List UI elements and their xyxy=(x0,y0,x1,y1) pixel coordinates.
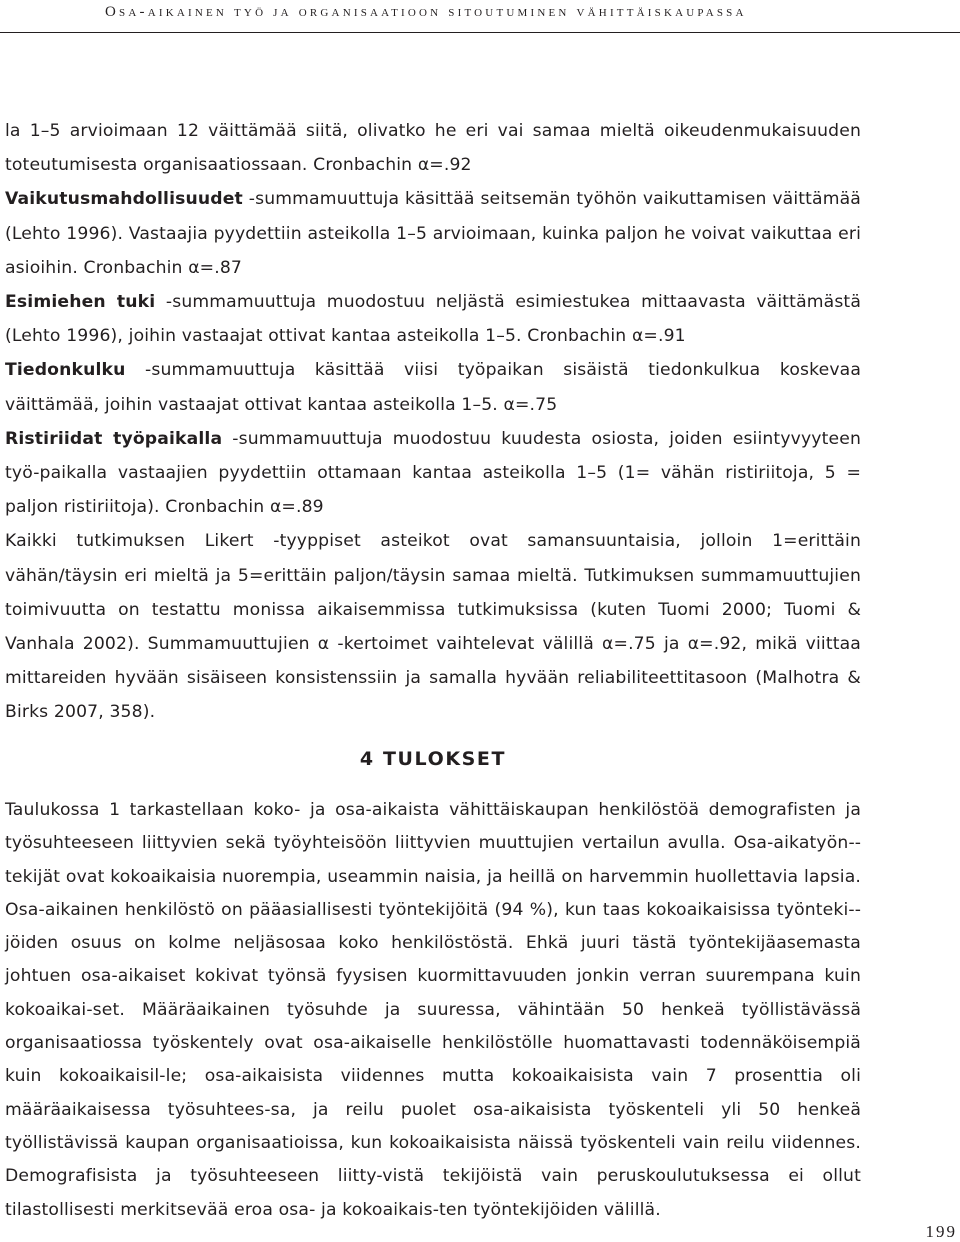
paragraph-text: -summamuuttuja muodostuu kuudesta osiosta, joiden esiintyvyyteen työ-paikalla vastaajien pyydettiin ottamaan kantaa asteikolla 1–5 (1= vähän ristiriitoja, 5 = paljon ristiriitoja). Cronbachin α=.89 xyxy=(5,428,861,518)
paragraph-conflicts xyxy=(5,422,861,525)
paragraph-fairness xyxy=(5,114,861,182)
results-paragraph: Taulukossa 1 tarkastellaan koko- ja osa-aikaista vähittäiskaupan henkilöstöä demografisten ja työsuhteeseen liittyvien sekä työyhteisöön liittyvien muuttujien vertailun avulla. Osa-aikatyön-tekijät ovat kokoaikaisia nuorempia, useammin naisia, ja heillä on harvemmin huollettavia lapsia. Osa-aikainen henkilöstö on pääasiallisesti työntekijöitä (94 %), kun taas kokoaikaisissa työnteki-jöiden osuus on kolme neljäsosaa koko henkilöstöstä. Ehkä juuri tästä työntekijäasemasta johtuen osa-aikaiset kokivat työnsä fyysisen kuormittavuuden jonkin verran suurempana kuin kokoaikai-set. Määräaikainen työsuhde ja suuressa, vähintään 50 henkeä työllistävässä organisaatiossa työskentely ovat osa-aikaiselle henkilöstölle huomattavasti todennäköisempiä kuin kokoaikaisil-le; osa-aikaisista viidennes mutta kokoaikaisista vain 7 prosenttia oli määräaikaisessa työsuhtees-sa, ja reilu puolet osa-aikaisista työskenteli yli 50 henkeä työllistävissä kaupan organisaatioissa, kun kokoaikaisista näissä työskenteli vain reilu viidennes. Demografisista ja työsuhteeseen liitty-vistä tekijöistä vain peruskoulutuksessa ei ollut tilastollisesti merkitsevää eroa osa- ja kokoaikais-ten työntekijöiden välillä. xyxy=(5,800,861,1220)
paragraph-influence xyxy=(5,182,861,285)
section-heading: 4 TULOKSET xyxy=(359,748,507,770)
header-divider xyxy=(0,32,960,33)
paragraph-information-flow xyxy=(5,353,861,421)
paragraph-text: -summamuuttuja muodostuu neljästä esimiestukea mittaavasta väittämästä (Lehto 1996), joihin vastaajat ottivat kantaa asteikolla 1–5. Cronbachin α=.91 xyxy=(5,292,862,347)
variable-term: Esimiehen tuki xyxy=(5,292,156,313)
page-number: 199 xyxy=(925,1222,957,1241)
variable-term: Ristiriidat työpaikalla xyxy=(5,428,223,449)
variable-term: Tiedonkulku xyxy=(5,360,126,381)
variable-term: Vaikutusmahdollisuudet xyxy=(5,189,243,210)
results-section xyxy=(5,794,861,1227)
paragraph-text: -summamuuttuja käsittää seitsemän työhön vaikuttamisen väittämää (Lehto 1996). Vastaajia pyydettiin asteikolla 1–5 arvioimaan, kuinka paljon he voivat vaikuttaa eri asioihin. Cronbachin α=.87 xyxy=(5,189,861,278)
paragraph-text: -summamuuttuja käsittää viisi työpaikan sisäistä tiedonkulkua koskevaa väittämää, joihin vastaajat ottivat kantaa asteikolla 1–5. α=.75 xyxy=(5,360,861,415)
paragraph-text: la 1–5 arvioimaan 12 väittämää siitä, olivatko he eri vai samaa mieltä oikeudenmukaisuuden toteutumisesta organisaatiossaan. Cronbachin α=.92 xyxy=(5,121,861,176)
measures-description xyxy=(5,114,861,730)
paragraph-supervisor-support xyxy=(5,285,861,353)
paragraph-text: Kaikki tutkimuksen Likert -tyyppiset asteikot ovat samansuuntaisia, jolloin 1=erittäin vähän/täysin eri mieltä ja 5=erittäin paljon/täysin samaa mieltä. Tutkimuksen summamuuttujien toimivuutta on testattu monissa aikaisemmissa tutkimuksissa (kuten Tuomi 2000; Tuomi & Vanhala 2002). Summamuuttujien α -kertoimet vaihtelevat välillä α=.75 ja α=.92, mikä viittaa mittareiden hyvään sisäiseen konsistenssiin ja samalla hyvään reliabiliteettitasoon (Malhotra & Birks 2007, 358). xyxy=(5,531,861,723)
paragraph-likert-scales xyxy=(5,524,861,729)
running-header: Osa-aikainen työ ja organisaatioon sitoutuminen vähittäiskaupassa xyxy=(105,4,747,20)
